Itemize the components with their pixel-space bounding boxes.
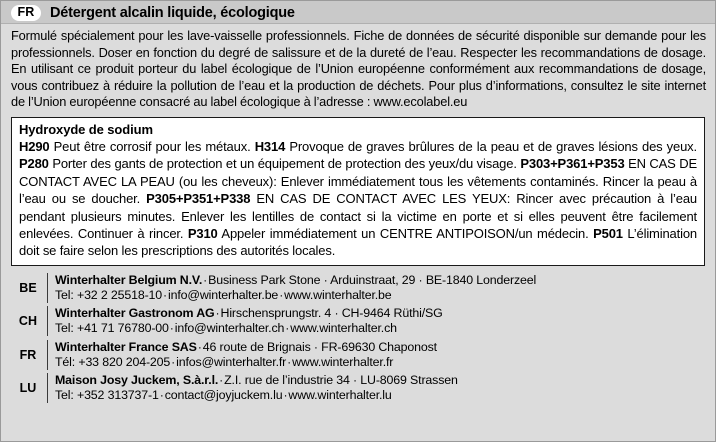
hazard-statement-text: L’élimination doit se faire selon les prescriptions des autorités locales. — [19, 226, 697, 259]
language-badge: FR — [11, 5, 41, 21]
hazard-code: P310 — [187, 226, 218, 241]
separator-dot: · — [197, 339, 202, 354]
separator-dot: · — [169, 321, 174, 336]
contact-details — [47, 306, 443, 336]
country-code-cell — [11, 312, 45, 330]
phone-number: +352 313737-1 — [76, 388, 159, 403]
product-description: Formulé spécialement pour les lave-vaisselle professionnels. Fiche de données de sécurité disponible sur demande pour les professionnels. Doser en fonction du degré de salissure et de la dureté de l’eau. Respecter les recommandations de dosage. En utilisant ce produit porteur du label écologique de l’Union européenne conformément aux recommandations de dosage, vous contribuez à réduire la pollution de l’eau et la production de déchets. Pour plus d’informations, consultez le site internet de l’Union européenne consacré au label écologique à l’adresse : www.ecolabel.eu — [11, 28, 706, 110]
page-title: Détergent alcalin liquide, écologique — [50, 4, 295, 21]
contact-row — [11, 371, 705, 405]
contact-phone-email-web — [55, 388, 458, 403]
contact-phone-email-web — [55, 355, 437, 370]
hazard-statement-text: Peut être corrosif pour les métaux. — [49, 138, 255, 154]
contact-company-address — [55, 340, 437, 355]
website-url[interactable]: www.winterhalter.be — [284, 287, 392, 302]
contact-row — [11, 338, 705, 372]
phone-label: Tel: — [55, 287, 74, 302]
contact-address: Z.I. rue de l’industrie 34 · LU-8069 Strassen — [224, 373, 458, 388]
email-address[interactable]: contact@joyjuckem.lu — [164, 388, 283, 403]
contact-details — [47, 273, 536, 303]
separator-dot: · — [285, 321, 290, 336]
separator-dot: · — [279, 287, 284, 302]
email-address[interactable]: info@winterhalter.ch — [174, 321, 285, 336]
contact-company-name: Winterhalter Gastronom AG — [55, 306, 215, 321]
contact-details — [47, 373, 458, 403]
hazard-statement-text: EN CAS DE CONTACT AVEC LES YEUX: Rincer avec précaution à l’eau pendant plusieurs minutes. Enlever les lentilles de contact si la victime en porte et si elles peuvent être facilement enlevées. Continuer à rincer. — [19, 191, 698, 241]
country-code: LU — [19, 381, 37, 396]
separator-dot: · — [215, 306, 220, 321]
email-address[interactable]: infos@winterhalter.fr — [176, 354, 287, 369]
hazard-code: H290 — [19, 138, 50, 154]
contact-company-name: Winterhalter France SAS — [55, 339, 197, 354]
separator-dot: · — [287, 354, 292, 369]
hazard-statement-text: Porter des gants de protection et un équipement de protection des yeux/du visage. — [48, 156, 521, 172]
contact-address: Business Park Stone · Arduinstraat, 29 · BE-1840 Londerzeel — [208, 272, 537, 287]
hazard-information-box — [11, 117, 705, 266]
hazard-statement-text: EN CAS DE CONTACT AVEC LA PEAU (ou les cheveux): Enlever immédiatement tous les vêtements contaminés. Rincer la peau à l’eau ou se doucher. — [19, 156, 697, 207]
hazard-statements — [19, 138, 697, 260]
hazard-code: P303+P361+P353 — [520, 156, 625, 172]
separator-dot: · — [171, 354, 176, 369]
website-url[interactable]: www.winterhalter.fr — [292, 354, 394, 369]
hazard-code: P280 — [19, 156, 49, 172]
website-url[interactable]: www.winterhalter.ch — [290, 321, 397, 336]
contact-address: Hirschensprungstr. 4 · CH-9464 Rüthi/SG — [220, 306, 443, 321]
phone-number: +32 2 25518-10 — [76, 287, 163, 302]
email-address[interactable]: info@winterhalter.be — [168, 287, 279, 302]
separator-dot: · — [203, 272, 208, 287]
country-code-cell — [11, 346, 45, 364]
separator-dot: · — [163, 287, 168, 302]
contact-list — [1, 270, 715, 405]
separator-dot: · — [283, 388, 288, 403]
contact-company-address — [55, 306, 443, 321]
country-code: CH — [18, 314, 38, 329]
country-code: BE — [19, 280, 37, 295]
contact-company-address — [55, 273, 536, 288]
contact-company-name: Maison Josy Juckem, S.à.r.l. — [55, 373, 219, 388]
label-header — [1, 1, 715, 24]
hazard-code: H314 — [254, 138, 286, 154]
contact-details — [47, 340, 437, 370]
hazard-substance-name: Hydroxyde de sodium — [19, 121, 153, 137]
separator-dot: · — [159, 388, 164, 403]
contact-address: 46 route de Brignais · FR-69630 Chaponost — [202, 339, 437, 354]
hazard-statement-text: Appeler immédiatement un CENTRE ANTIPOISON/un médecin. — [217, 226, 594, 241]
contact-row — [11, 304, 705, 338]
contact-row — [11, 271, 705, 305]
contact-phone-email-web — [55, 321, 443, 336]
hazard-code: P501 — [593, 226, 623, 241]
contact-company-address — [55, 373, 458, 388]
phone-number: +33 820 204-205 — [78, 354, 171, 369]
phone-label: Tel: — [55, 388, 74, 403]
website-url[interactable]: www.winterhalter.lu — [288, 388, 392, 403]
phone-number: +41 71 76780-00 — [76, 321, 169, 336]
contact-company-name: Winterhalter Belgium N.V. — [55, 272, 203, 287]
country-code: FR — [19, 347, 37, 362]
country-code-cell — [11, 279, 45, 297]
hazard-code: P305+P351+P338 — [146, 191, 251, 207]
phone-label: Tel: — [55, 321, 74, 336]
phone-label: Tél: — [55, 354, 76, 369]
separator-dot: · — [219, 373, 224, 388]
hazard-statement-text: Provoque de graves brûlures de la peau et de graves lésions des yeux. — [285, 138, 697, 154]
contact-phone-email-web — [55, 288, 536, 303]
country-code-cell — [11, 379, 45, 397]
